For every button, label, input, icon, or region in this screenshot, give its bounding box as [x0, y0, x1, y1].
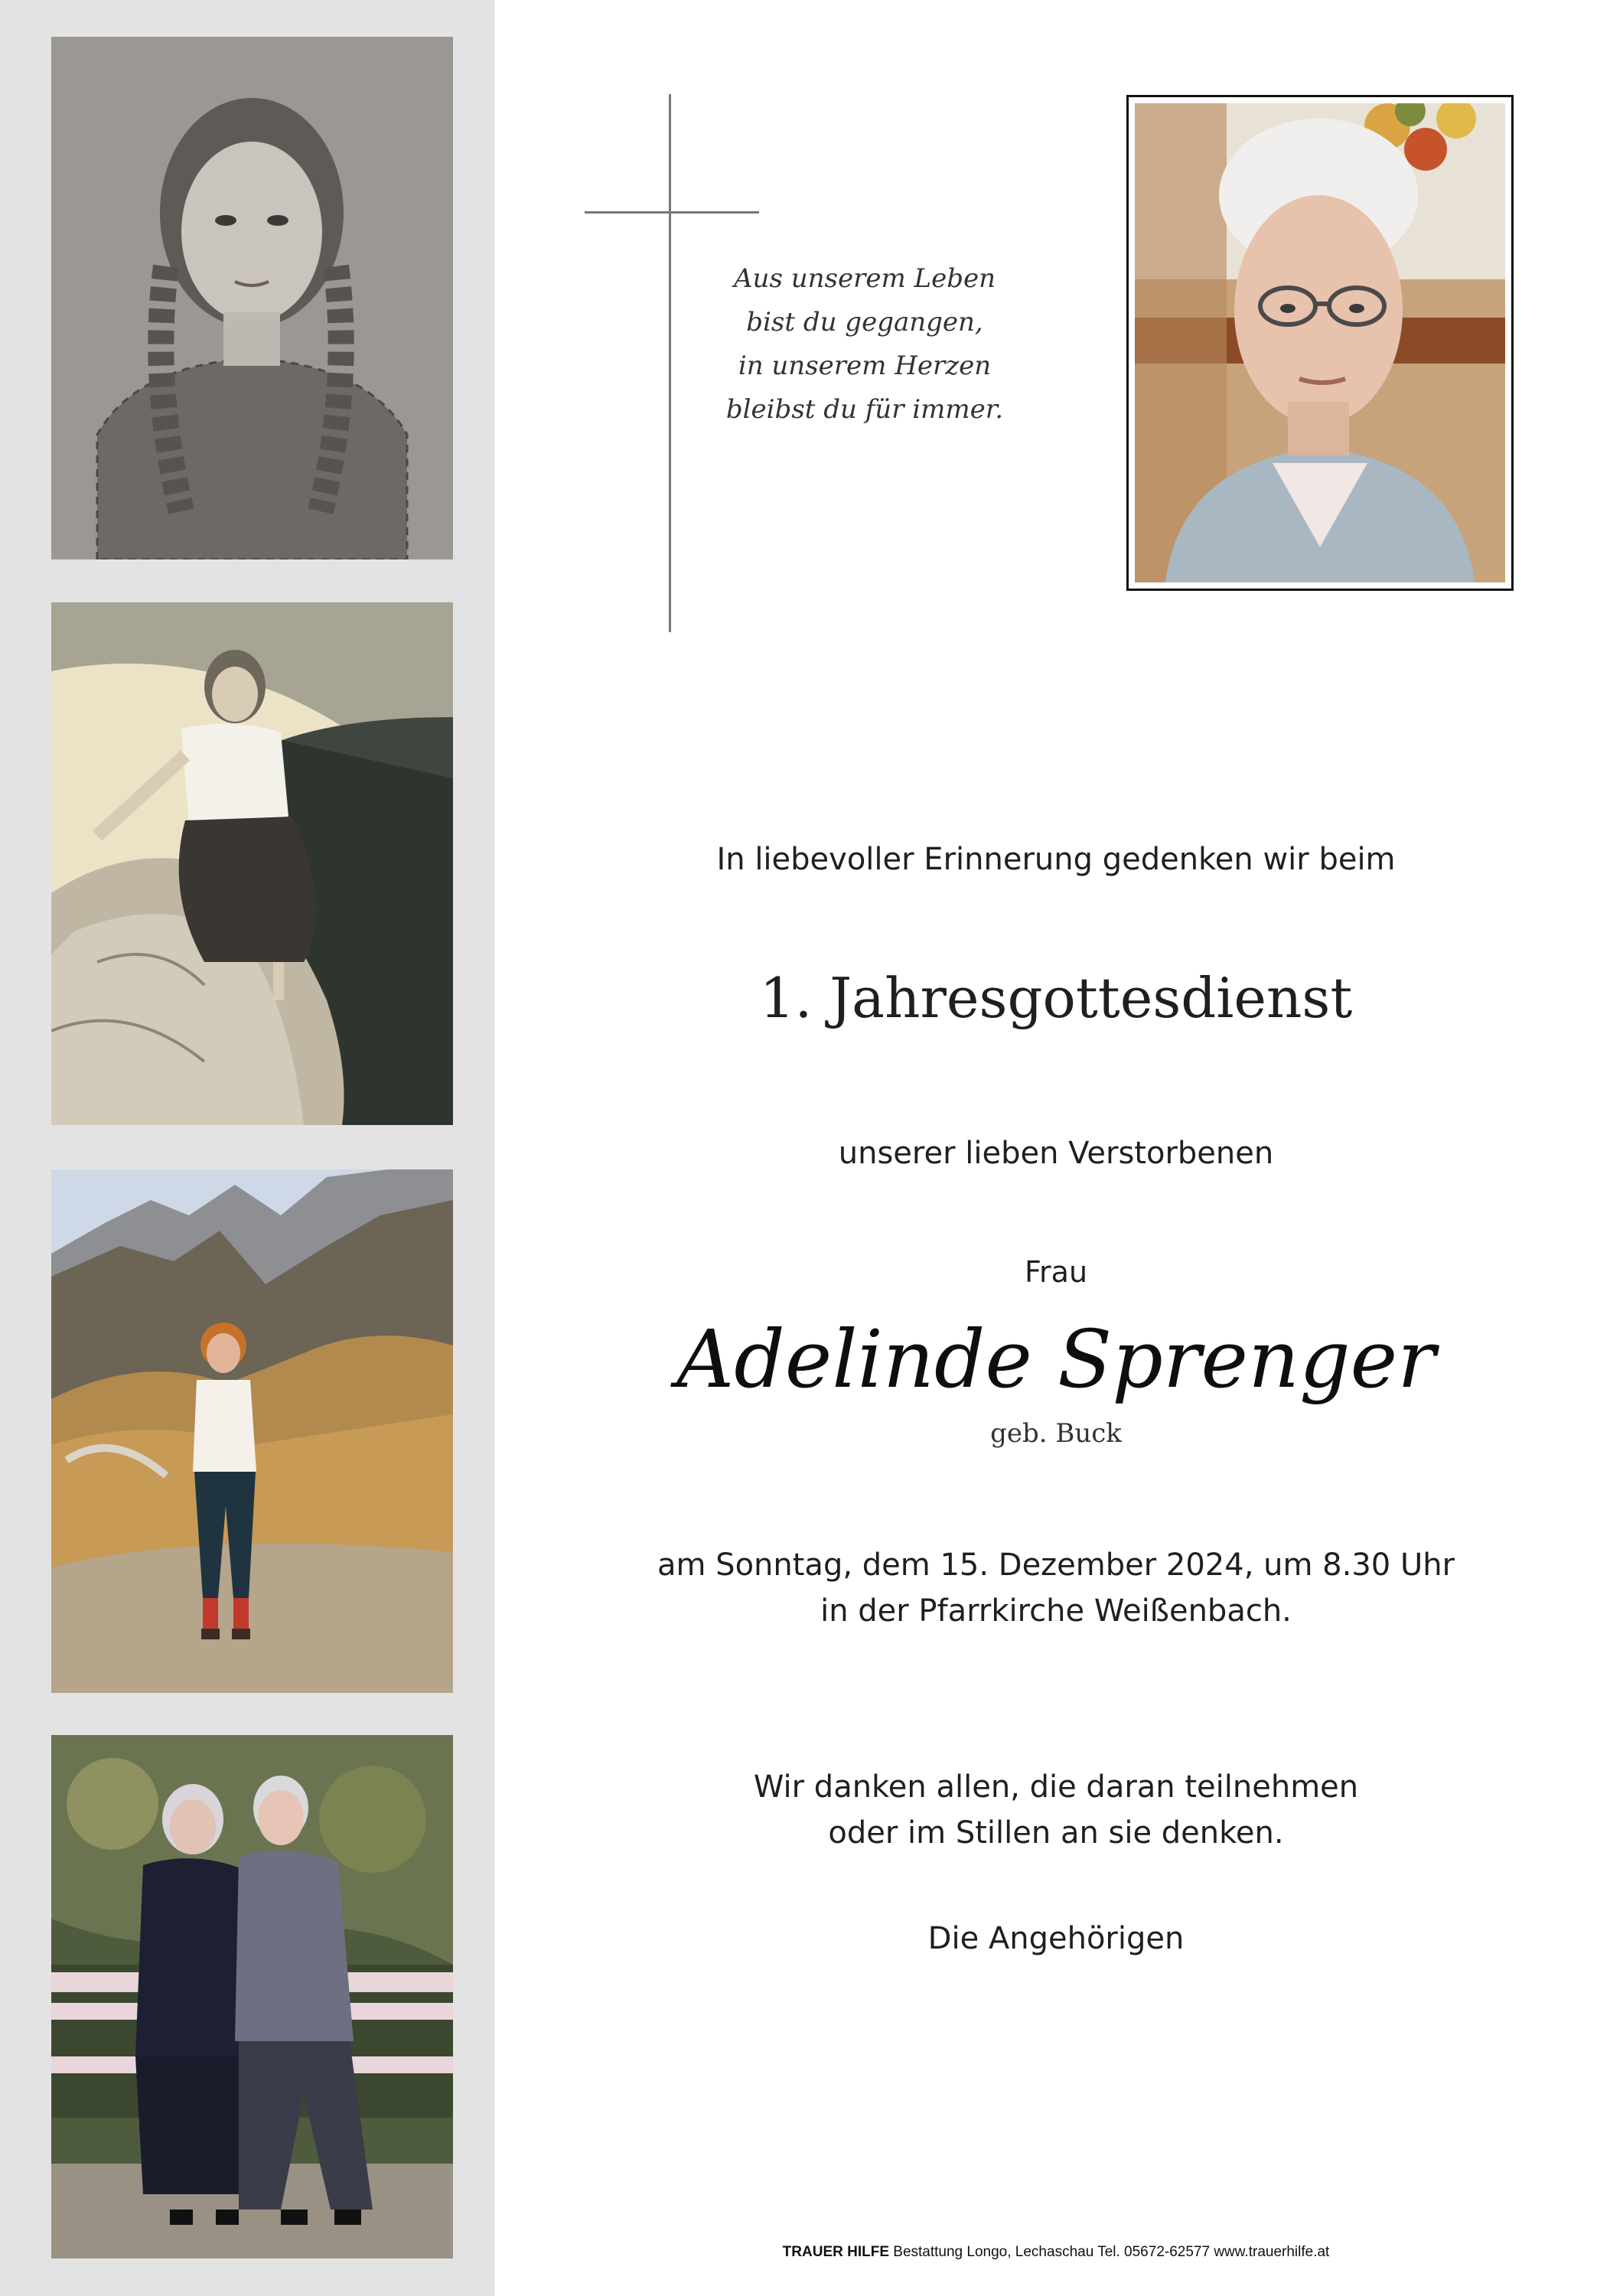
- place-line: in der Pfarrkirche Weißenbach.: [820, 1593, 1292, 1629]
- deceased-name: Adelinde Sprenger: [676, 1313, 1436, 1406]
- poem-line: bleibst du für immer.: [725, 394, 1004, 425]
- birth-name: geb. Buck: [990, 1418, 1122, 1449]
- portrait-elderly-woman: [1135, 103, 1505, 582]
- photo-sidebar: [0, 0, 494, 2296]
- photo-woman-mountains: [51, 1169, 453, 1693]
- thanks-line: Wir danken allen, die daran teilnehmen: [753, 1769, 1359, 1805]
- footer-details: Bestattung Longo, Lechaschau Tel. 05672-62577 www.trauerhilfe.at: [893, 2244, 1330, 2260]
- thanks-block: [582, 1764, 1530, 1856]
- photo-woman-on-rock: [51, 602, 453, 1125]
- memorial-poem: [673, 257, 1056, 432]
- salutation: Frau: [1024, 1255, 1088, 1289]
- footer: [582, 2244, 1530, 2261]
- photo-couple-bench: [51, 1735, 453, 2258]
- portrait-photo-frame: [1126, 95, 1514, 591]
- photo-young-portrait: [51, 37, 453, 559]
- poem-line: Aus unserem Leben: [734, 263, 996, 294]
- intro-line: In liebevoller Erinnerung gedenken wir beim: [716, 842, 1396, 877]
- poem-line: in unserem Herzen: [738, 351, 992, 381]
- subtitle-line: unserer lieben Verstorbenen: [838, 1136, 1274, 1171]
- footer-brand: TRAUER HILFE: [782, 2244, 889, 2260]
- cross-horizontal-bar: [585, 211, 759, 214]
- signature: Die Angehörigen: [927, 1921, 1185, 1956]
- date-line: am Sonntag, dem 15. Dezember 2024, um 8.30 Uhr: [657, 1548, 1455, 1583]
- cross-vertical-bar: [669, 94, 671, 632]
- service-details: [582, 1542, 1530, 1634]
- service-title: 1. Jahresgottesdienst: [759, 966, 1353, 1030]
- thanks-line: oder im Stillen an sie denken.: [828, 1815, 1284, 1851]
- poem-line: bist du gegangen,: [746, 307, 983, 338]
